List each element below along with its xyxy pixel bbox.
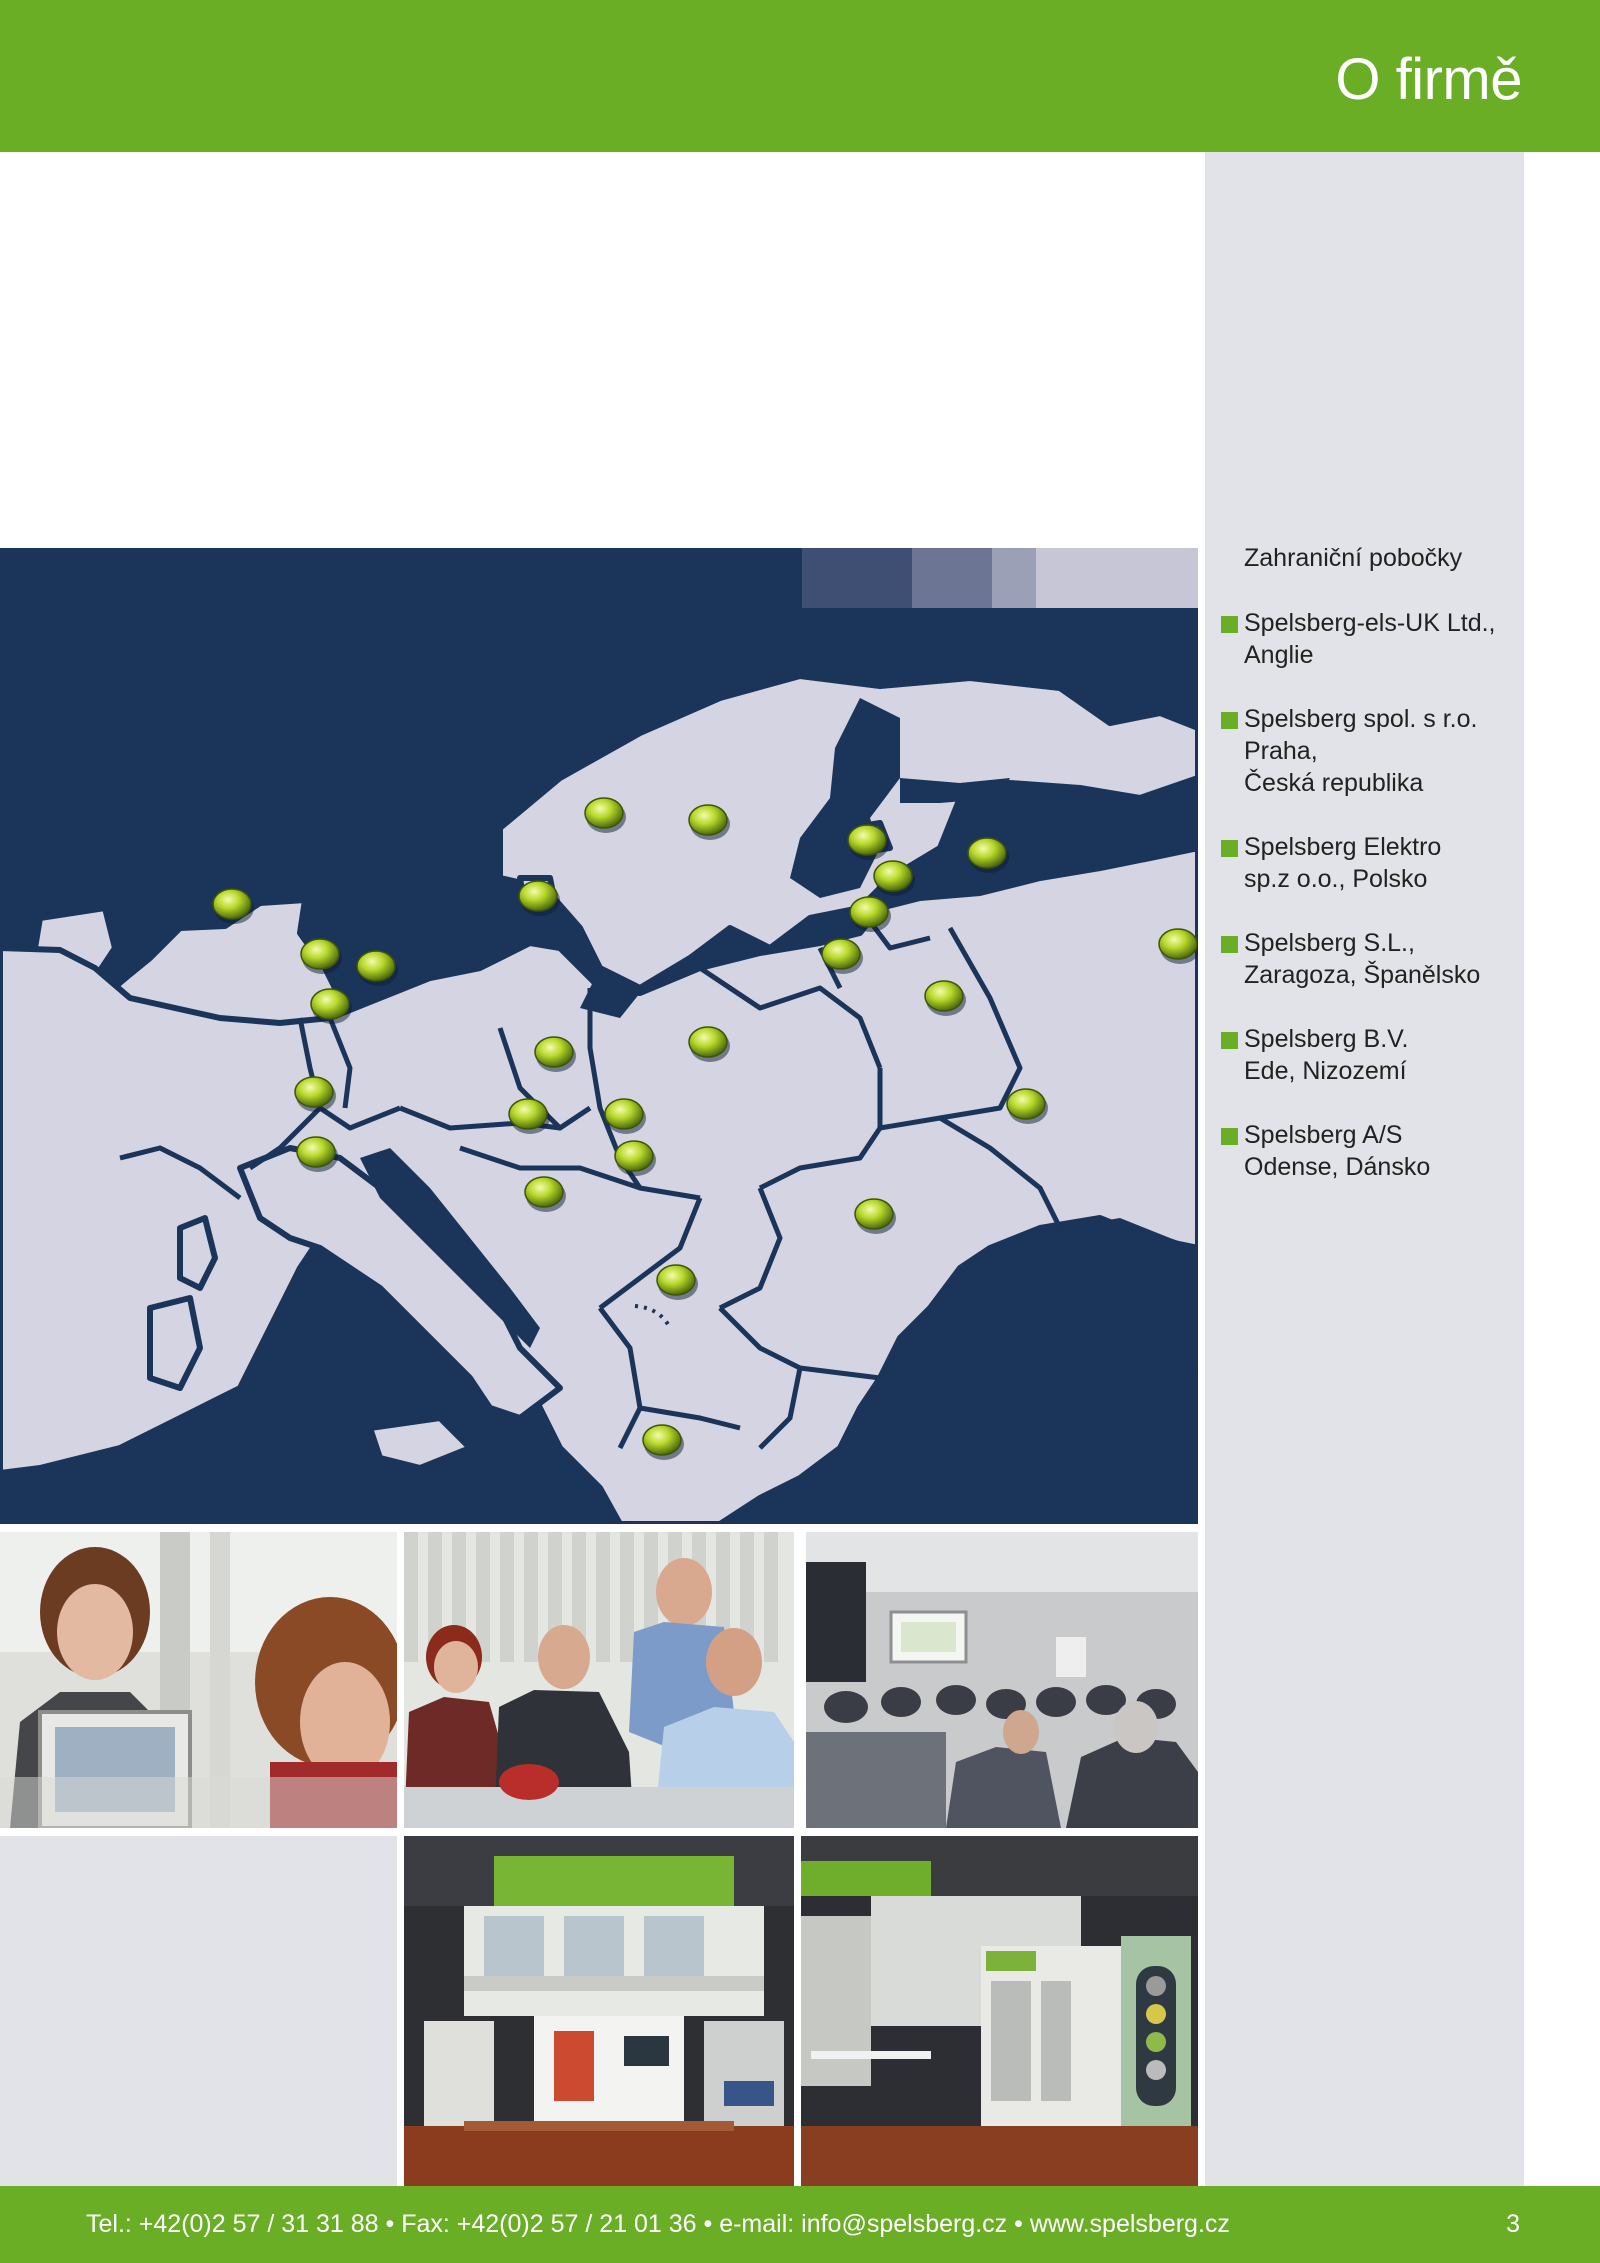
land-sicily: [370, 1418, 470, 1468]
green-square-bullet-icon: [1221, 712, 1238, 729]
branch-item: [1215, 831, 1515, 895]
footer-contact-info: Tel.: +42(0)2 57 / 31 31 88 • Fax: +42(0)2 57 / 21 01 36 • e-mail: info@spelsberg.cz • www.spelsberg.cz: [86, 2210, 1230, 2238]
call-center-photo-image: [0, 1532, 397, 1828]
branch-address-line: Praha,: [1244, 737, 1318, 765]
branch-address-line: Spelsberg A/S: [1244, 1121, 1403, 1149]
seminar-photo-image: [806, 1532, 1198, 1828]
branch-address-line: Spelsberg-els-UK Ltd.,: [1244, 609, 1496, 637]
page-footer: [0, 2186, 1600, 2263]
branch-address-line: Ede, Nizozemí: [1244, 1057, 1407, 1085]
green-square-bullet-icon: [1221, 840, 1238, 857]
green-square-bullet-icon: [1221, 936, 1238, 953]
tone-strip-1: [802, 548, 912, 608]
branch-item: [1215, 703, 1515, 799]
europe-map: [0, 548, 1198, 1524]
meeting-photo-image: [404, 1532, 794, 1828]
branch-address-line: Anglie: [1244, 641, 1314, 669]
tone-strip-4: [1036, 548, 1198, 608]
branches-sidebar: [1205, 152, 1524, 2186]
seminar-photo: [806, 1532, 1198, 1828]
branch-address-line: Spelsberg S.L.,: [1244, 929, 1415, 957]
branch-address: [1244, 927, 1515, 991]
page-header: [0, 0, 1600, 152]
office-marker: [357, 951, 398, 986]
page-number: 3: [1506, 2210, 1520, 2238]
empty-gray-panel: [0, 1836, 397, 2186]
meeting-photo: [404, 1532, 794, 1828]
branch-address: [1244, 607, 1515, 671]
trade-fair-stand-photo: [404, 1836, 794, 2186]
branch-address: [1244, 831, 1515, 895]
branch-address-line: Česká republika: [1244, 769, 1424, 797]
office-marker: [968, 838, 1009, 873]
branch-address-line: Odense, Dánsko: [1244, 1153, 1431, 1181]
branch-address: [1244, 1023, 1515, 1087]
tone-strip-2: [912, 548, 992, 608]
branch-address-line: sp.z o.o., Polsko: [1244, 865, 1428, 893]
branch-item: [1215, 927, 1515, 991]
office-marker: [850, 897, 891, 932]
green-square-bullet-icon: [1221, 616, 1238, 633]
office-marker: [213, 889, 254, 924]
branch-address-line: Spelsberg B.V.: [1244, 1025, 1409, 1053]
branch-address-line: Spelsberg Elektro: [1244, 833, 1442, 861]
branch-item: [1215, 607, 1515, 671]
page-title: O firmě: [1335, 47, 1522, 112]
europe-map-graphic: [0, 548, 1198, 1524]
branch-item: [1215, 1119, 1515, 1183]
green-square-bullet-icon: [1221, 1032, 1238, 1049]
branch-list: [1215, 607, 1515, 1215]
branch-item: [1215, 1023, 1515, 1087]
branch-address-line: Spelsberg spol. s r.o.: [1244, 705, 1478, 733]
branch-address: [1244, 1119, 1515, 1183]
sea-black: [1000, 1218, 1198, 1378]
branch-address-line: Zaragoza, Španělsko: [1244, 961, 1481, 989]
tone-strip-3: [992, 548, 1036, 608]
trade-fair-stand-photo-image: [404, 1836, 794, 2186]
call-center-photo: [0, 1532, 397, 1828]
green-square-bullet-icon: [1221, 1128, 1238, 1145]
branches-heading: Zahraniční pobočky: [1244, 544, 1463, 572]
branch-address: [1244, 703, 1515, 799]
trade-fair-booth-photo-image: [801, 1836, 1198, 2186]
trade-fair-booth-photo: [801, 1836, 1198, 2186]
